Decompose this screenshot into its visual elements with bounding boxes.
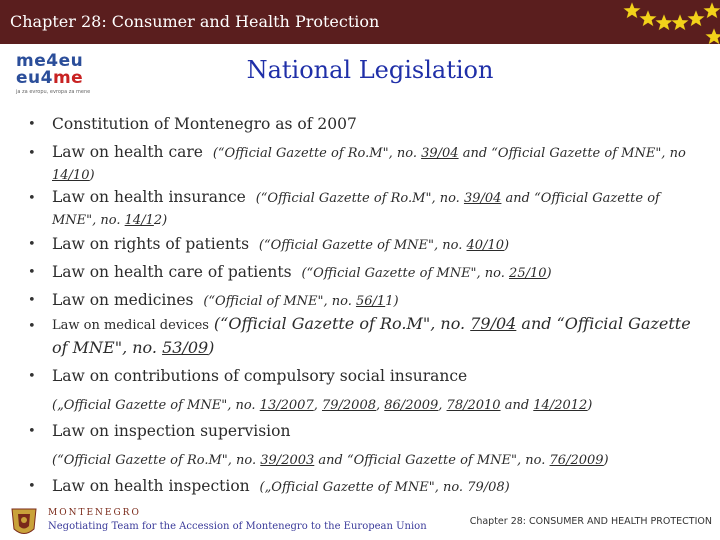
slide-title: National Legislation [246,56,494,84]
star-icon [639,10,657,26]
logo-tagline: ja za evropu, evropa za mene [16,89,91,95]
bullet: • [28,146,36,161]
list-item: Law on health care of patients (“Official Gazette of MNE", no. 25/10) [52,263,552,281]
list-item: Law on rights of patients (“Official Gazette of MNE", no. 40/10) [52,235,510,253]
list-item-citation: (“Official Gazette of Ro.M", no. 39/2003 and “Official Gazette of MNE", no. 76/2009) [52,453,609,468]
footer-chapter: Chapter 28: CONSUMER AND HEALTH PROTECTION [469,516,712,527]
me4eu-logo: me4eu eu4me ja za evropu, evropa za mene [16,51,91,95]
coat-of-arms-icon [4,505,44,539]
bullet: • [28,265,36,280]
list-item: Law on health inspection („Official Gazette of MNE", no. 79/08) [52,477,510,495]
list-item: Law on health insurance (“Official Gazette of Ro.M", no. 39/04 and “Official Gazette of MNE", no. 14/12) [52,188,660,228]
eu-stars-icon [612,0,720,44]
list-item: Law on inspection supervision [52,422,291,440]
star-icon [687,10,705,26]
list-item: Law on contributions of compulsory social insurance [52,367,468,385]
star-icon [655,14,673,30]
bullet: • [28,117,36,132]
bullet: • [28,369,36,384]
bullet: • [28,424,36,439]
star-icon [705,28,720,44]
bullet: • [28,479,36,494]
list-item: Constitution of Montenegro as of 2007 [52,115,357,133]
list-item: Law on health care (“Official Gazette of Ro.M", no. 39/04 and “Official Gazette of MNE", no 14/10) [52,143,686,183]
list-item-citation: („Official Gazette of MNE", no. 13/2007, 79/2008, 86/2009, 78/2010 and 14/2012) [52,398,593,413]
header-bar [0,0,720,44]
bullet: • [28,293,36,308]
chapter-title: Chapter 28: Consumer and Health Protection [10,12,380,31]
footer-brand: MONTENEGRO [48,508,141,518]
star-icon [671,14,689,30]
bullet: • [28,319,36,334]
star-icon [703,2,720,18]
list-item: Law on medical devices (“Official Gazette of Ro.M", no. 79/04 and “Official Gazette of MNE", no. 53/09) [52,314,691,357]
bullet: • [28,191,36,206]
star-icon [623,2,641,18]
bullet: • [28,237,36,252]
footer-team: Negotiating Team for the Accession of Montenegro to the European Union [48,521,427,532]
list-item: Law on medicines (“Official of MNE", no. 56/11) [52,291,399,309]
